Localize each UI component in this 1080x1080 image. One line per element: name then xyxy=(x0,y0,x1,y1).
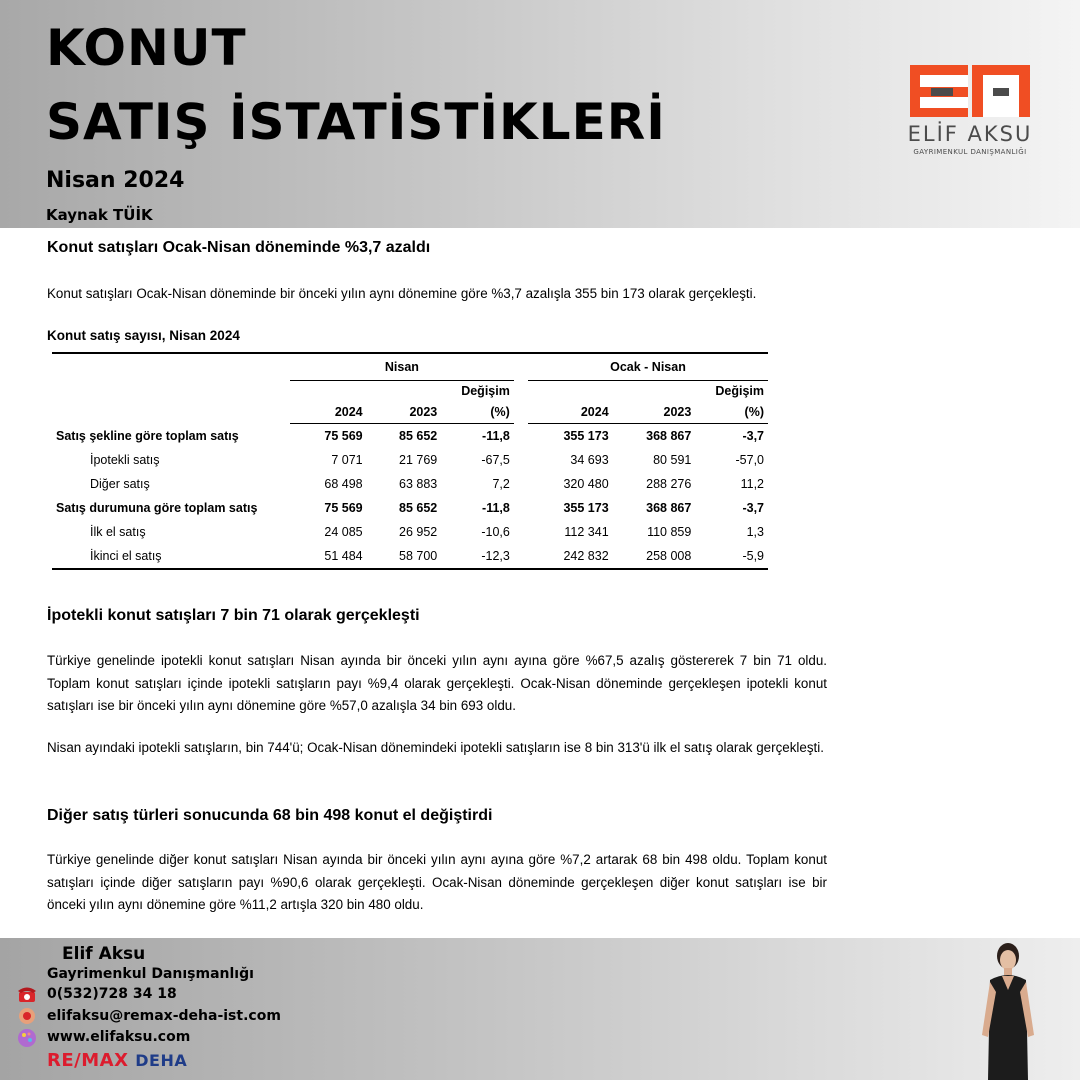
cell: 288 276 xyxy=(646,477,692,491)
website-link[interactable]: www.elifaksu.com xyxy=(47,1029,191,1045)
cell: 21 769 xyxy=(399,453,438,467)
agent-title: Gayrimenkul Danışmanlığı xyxy=(47,966,254,982)
phone-icon xyxy=(16,984,38,1004)
phone-number[interactable]: 0(532)728 34 18 xyxy=(47,986,177,1002)
cell: 80 591 xyxy=(653,453,692,467)
table-row xyxy=(52,496,768,520)
source-label: Kaynak TÜİK xyxy=(46,206,153,224)
table-row xyxy=(52,472,768,496)
cell: -11,8 xyxy=(482,429,510,443)
paragraph-summary: Konut satışları Ocak-Nisan döneminde bir önceki yılın aynı dönemine göre %3,7 azalışla 355 bin 173 olarak gerçekleşti. xyxy=(47,286,757,301)
logo-tagline: GAYRIMENKUL DANIŞMANLIĞI xyxy=(913,148,1027,156)
cell: 11,2 xyxy=(740,477,764,491)
agent-name: Elif Aksu xyxy=(62,944,146,964)
cell: 75 569 xyxy=(324,501,363,515)
office-name: DEHA xyxy=(135,1051,188,1070)
heading-summary: Konut satışları Ocak-Nisan döneminde %3,7 azaldı xyxy=(47,239,431,256)
cell: 85 652 xyxy=(399,429,438,443)
cell: 34 693 xyxy=(570,453,609,467)
email-address[interactable]: elifaksu@remax-deha-ist.com xyxy=(47,1008,281,1024)
cell: 1,3 xyxy=(746,525,764,539)
period-label: Nisan 2024 xyxy=(46,168,185,193)
logo-name: ELİF AKSU xyxy=(907,122,1033,146)
row-label: Satış şekline göre toplam satış xyxy=(56,428,239,443)
cell: 68 498 xyxy=(324,477,363,491)
pct-header: (%) xyxy=(695,401,768,424)
group-nisan: Nisan xyxy=(290,353,514,381)
cell: 368 867 xyxy=(646,429,692,443)
cell: 7,2 xyxy=(492,477,510,491)
cell: 51 484 xyxy=(290,544,367,569)
email-icon xyxy=(16,1006,38,1026)
paragraph-first-hand: Nisan ayındaki ipotekli satışların, bin 744'ü; Ocak-Nisan dönemindeki ipotekli satışların ise 8 bin 313'ü ilk el satış olarak gerçekleşti. xyxy=(47,740,824,755)
cell: 75 569 xyxy=(324,429,363,443)
year-header: 2024 xyxy=(290,401,367,424)
cell: 368 867 xyxy=(646,501,692,515)
cell: -12,3 xyxy=(441,544,514,569)
remax-logo-text: RE/MAX xyxy=(47,1050,129,1071)
cell: -5,9 xyxy=(695,544,768,569)
page-title-line2: SATIŞ İSTATİSTİKLERİ xyxy=(46,93,666,151)
cell: 110 859 xyxy=(647,525,692,539)
cell: 26 952 xyxy=(399,525,438,539)
cell: 7 071 xyxy=(331,453,363,467)
table-row xyxy=(52,424,768,449)
table-title: Konut satış sayısı, Nisan 2024 xyxy=(47,328,240,343)
cell: -3,7 xyxy=(742,501,764,515)
row-label: İkinci el satış xyxy=(52,544,290,569)
cell: 355 173 xyxy=(563,501,609,515)
cell: -67,5 xyxy=(481,453,510,467)
paragraph-mortgage: Türkiye genelinde ipotekli konut satışları Nisan ayında bir önceki yılın aynı ayına göre %67,5 azalış göstererek 7 bin 71 oldu. Toplam konut satışları içinde ipotekli satışların payı %9,4 olarak gerçekleşti. Ocak-Nisan döneminde gerçekleşen ipotekli konut satışları ise bir önceki yılın aynı dönemine göre %57,0 azalışla 34 bin 693 oldu. xyxy=(47,653,827,713)
row-label: Satış durumuna göre toplam satış xyxy=(56,501,258,515)
row-label: İlk el satış xyxy=(90,525,146,539)
table-row xyxy=(52,520,768,544)
pct-header: (%) xyxy=(441,401,514,424)
heading-other-sales: Diğer satış türleri sonucunda 68 bin 498 konut el değiştirdi xyxy=(47,807,493,824)
cell: 24 085 xyxy=(324,525,363,539)
cell: 85 652 xyxy=(399,501,438,515)
change-header: Değişim xyxy=(715,384,764,398)
cell: 355 173 xyxy=(563,429,609,443)
cell: 58 700 xyxy=(367,544,442,569)
year-header: 2023 xyxy=(613,401,696,424)
cell: -3,7 xyxy=(742,429,764,443)
row-label: Diğer satış xyxy=(90,477,150,491)
table-row xyxy=(52,544,768,569)
heading-mortgage: İpotekli konut satışları 7 bin 71 olarak gerçekleşti xyxy=(47,607,420,624)
change-header: Değişim xyxy=(461,384,510,398)
year-header: 2024 xyxy=(528,401,613,424)
table-group-header xyxy=(52,353,768,381)
cell: 112 341 xyxy=(564,525,609,539)
cell: 242 832 xyxy=(528,544,613,569)
group-ocak-nisan: Ocak - Nisan xyxy=(528,353,768,381)
agent-photo xyxy=(972,940,1042,1080)
page-title-line1: KONUT xyxy=(46,19,247,77)
cell: -10,6 xyxy=(481,525,510,539)
globe-icon xyxy=(16,1028,38,1048)
cell: -57,0 xyxy=(735,453,764,467)
sales-table xyxy=(52,352,768,570)
table-row xyxy=(52,448,768,472)
cell: 258 008 xyxy=(613,544,696,569)
cell: -11,8 xyxy=(482,501,510,515)
row-label: İpotekli satış xyxy=(90,453,160,467)
year-header: 2023 xyxy=(367,401,442,424)
cell: 63 883 xyxy=(399,477,438,491)
cell: 320 480 xyxy=(563,477,609,491)
remax-brand xyxy=(47,1050,187,1071)
paragraph-other-sales: Türkiye genelinde diğer konut satışları Nisan ayında bir önceki yılın aynı ayına göre %7,2 artarak 68 bin 498 oldu. Toplam konut satışları içinde diğer satışların payı %90,6 olarak gerçekleşti. Ocak-Nisan döneminde gerçekleşen diğer konut satışları ise bir önceki yılın aynı dönemine göre %11,2 artışla 320 bin 480 oldu. xyxy=(47,852,827,912)
